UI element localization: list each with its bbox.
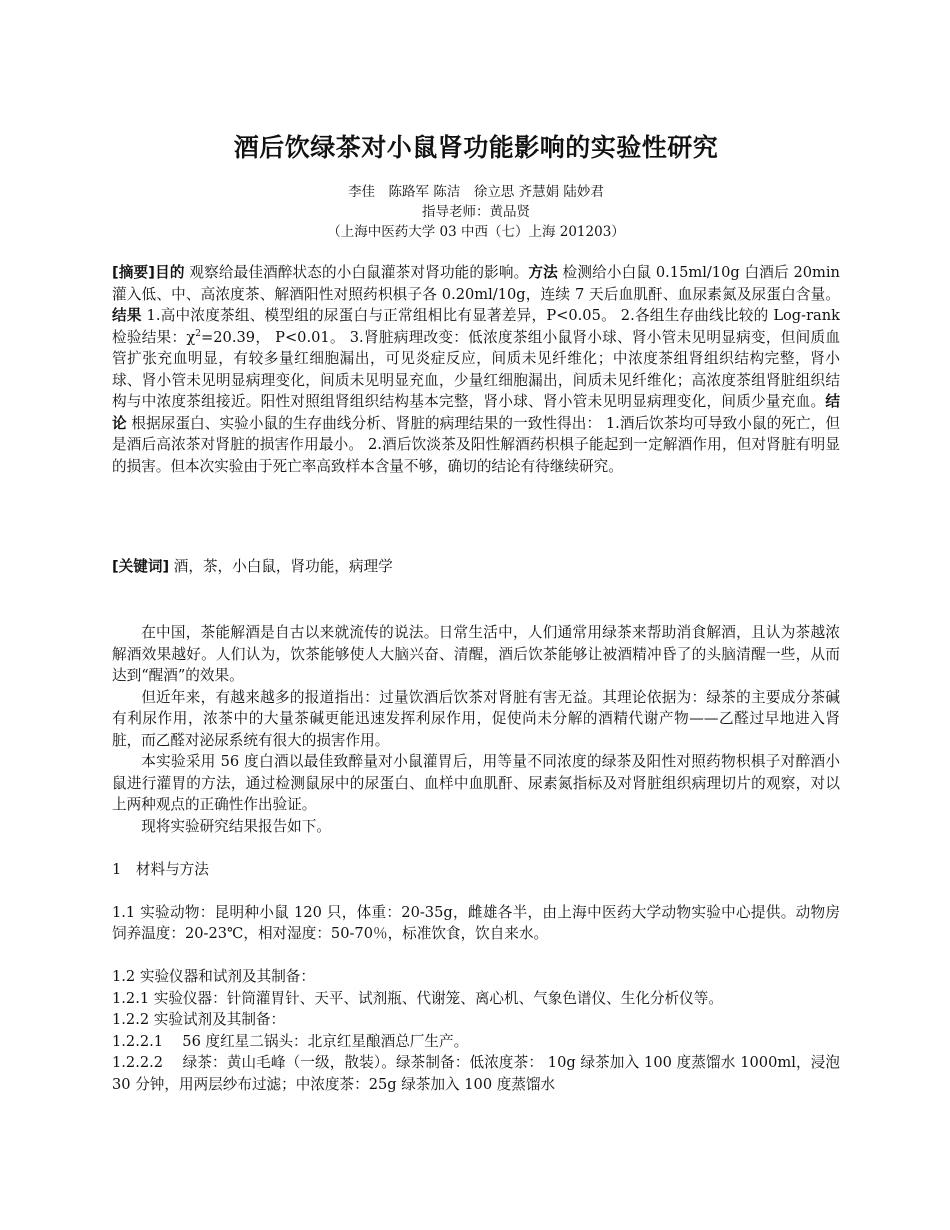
intro-paragraph-1: 在中国，茶能解酒是自古以来就流传的说法。日常生活中，人们通常用绿茶来帮助消食解酒，且认为茶越浓解酒效果越好。人们认为，饮茶能够使人大脑兴奋、清醒，酒后饮茶能够让被酒精冲昏了的头脑清醒一些，从而达到“醒酒”的效果。 [112, 624, 840, 684]
result-text-2: =20.39， P<0.01。 3.肾脏病理改变：低浓度茶组小鼠肾小球、肾小管未见明显病变，但间质血管扩张充血明显，有较多量红细胞漏出，可见炎症反应，间质未见纤维化；中浓度茶组肾组织结构完整，肾小球、肾小管未见明显病理变化，间质未见明显充血，少量红细胞漏出，间质未见纤维化；高浓度茶组肾脏组织结构与中浓度茶组接近。阳性对照组肾组织结构基本完整，肾小球、肾小管未见明显病理变化，间质少量充血。 [112, 328, 841, 410]
method-text: 检测给小白鼠 0.15ml/10g 白酒后 20min 灌入低、中、高浓度茶、解酒阳性对照药枳椇子各 0.20ml/10g，连续 7 天后血肌酐、血尿素氮及尿蛋白含量。 [112, 264, 840, 303]
keywords-text: 酒，茶，小白鼠，肾功能，病理学 [169, 558, 393, 575]
conclusion-text: 根据尿蛋白、实验小鼠的生存曲线分析、肾脏的病理结果的一致性得出： 1.酒后饮茶均可导致小鼠的死亡，但是酒后高浓茶对肾脏的损害作用最小。 2.酒后饮淡茶及阳性解酒药枳椇子能起到一定解酒作用，但对肾脏有明显的损害。但本次实验由于死亡率高致样本含量不够，确切的结论有待继续研究。 [112, 414, 840, 475]
abstract-section [112, 262, 840, 477]
subsection-1-2-1: 1.2.1 实验仪器：针筒灌胃针、天平、试剂瓶、代谢笼、离心机、气象色谱仪、生化分析仪等。 [112, 989, 723, 1007]
section-heading-methods: 1 材料与方法 [112, 860, 209, 878]
paper-title: 酒后饮绿茶对小鼠肾功能影响的实验性研究 [233, 133, 719, 162]
subsection-1-2-2-2: 1.2.2.2 绿茶：黄山毛峰（一级，散装）。绿茶制备：低浓度茶： 10g 绿茶加入 100 度蒸馏水 1000ml，浸泡 30 分钟，用两层纱布过滤；中浓度茶：25g 绿茶加入 100 度蒸馏水 [112, 1054, 840, 1093]
spacer [112, 880, 840, 902]
intro-paragraph-4: 现将实验研究结果报告如下。 [141, 817, 331, 835]
keywords-label: [关键词] [112, 558, 170, 575]
subsection-1-1: 1.1 实验动物：昆明种小鼠 120 只，体重：20-35g，雌雄各半，由上海中医药大学动物实验中心提供。动物房饲养温度：20-23℃，相对湿度：50-70％，标准饮食，饮自来水。 [112, 903, 840, 942]
affiliation-line: （上海中医药大学 03 中西（七）上海 201203） [327, 224, 625, 240]
spacer [112, 837, 840, 859]
subsection-1-2-2: 1.2.2 实验试剂及其制备： [112, 1011, 286, 1028]
intro-paragraph-3: 本实验采用 56 度白酒以最佳致醉量对小鼠灌胃后，用等量不同浓度的绿茶及阳性对照药物枳椇子对醉酒小鼠进行灌胃的方法，通过检测鼠尿中的尿蛋白、血样中血肌酐、尿素氮指标及对肾脏组织病理切片的观察，对以上两种观点的正确性作出验证。 [112, 753, 840, 813]
conclusion-label: 结论 [112, 393, 840, 432]
keywords-section [112, 556, 840, 578]
intro-paragraph-2: 但近年来，有越来越多的报道指出：过量饮酒后饮茶对肾脏有害无益。其理论依据为：绿茶的主要成分茶碱有利尿作用，浓茶中的大量茶碱更能迅速发挥利尿作用，促使尚未分解的酒精代谢产物——乙醛过早地进入肾脏，而乙醛对泌尿系统有很大的损害作用。 [112, 688, 840, 749]
abstract-label: [摘要] [112, 264, 155, 281]
subsection-1-2-2-1: 1.2.2.1 56 度红星二锅头：北京红星酿酒总厂生产。 [112, 1032, 469, 1050]
keywords-paragraph [112, 556, 840, 578]
advisor-line: 指导老师：黄品贤 [422, 204, 530, 220]
subsection-1-2: 1.2 实验仪器和试剂及其制备： [112, 968, 315, 985]
spacer [112, 945, 840, 967]
result-text-1: 1.高中浓度茶组、模型组的尿蛋白与正常组相比有显著差异，P<0.05。 2.各组生存曲线比较的 Log-rank 检验结果：χ [112, 307, 840, 346]
author-list: 李佳 陈路军 陈洁 徐立思 齐慧娟 陆妙君 [348, 184, 604, 200]
method-label: 方法 [528, 264, 558, 281]
chi-square-superscript: 2 [195, 328, 202, 339]
purpose-label: 目的 [154, 264, 185, 281]
result-label: 结果 [112, 307, 142, 324]
body-text [112, 622, 840, 1095]
abstract-paragraph [112, 262, 840, 477]
purpose-text: 观察给最佳酒醉状态的小白鼠灌茶对肾功能的影响。 [184, 264, 529, 281]
